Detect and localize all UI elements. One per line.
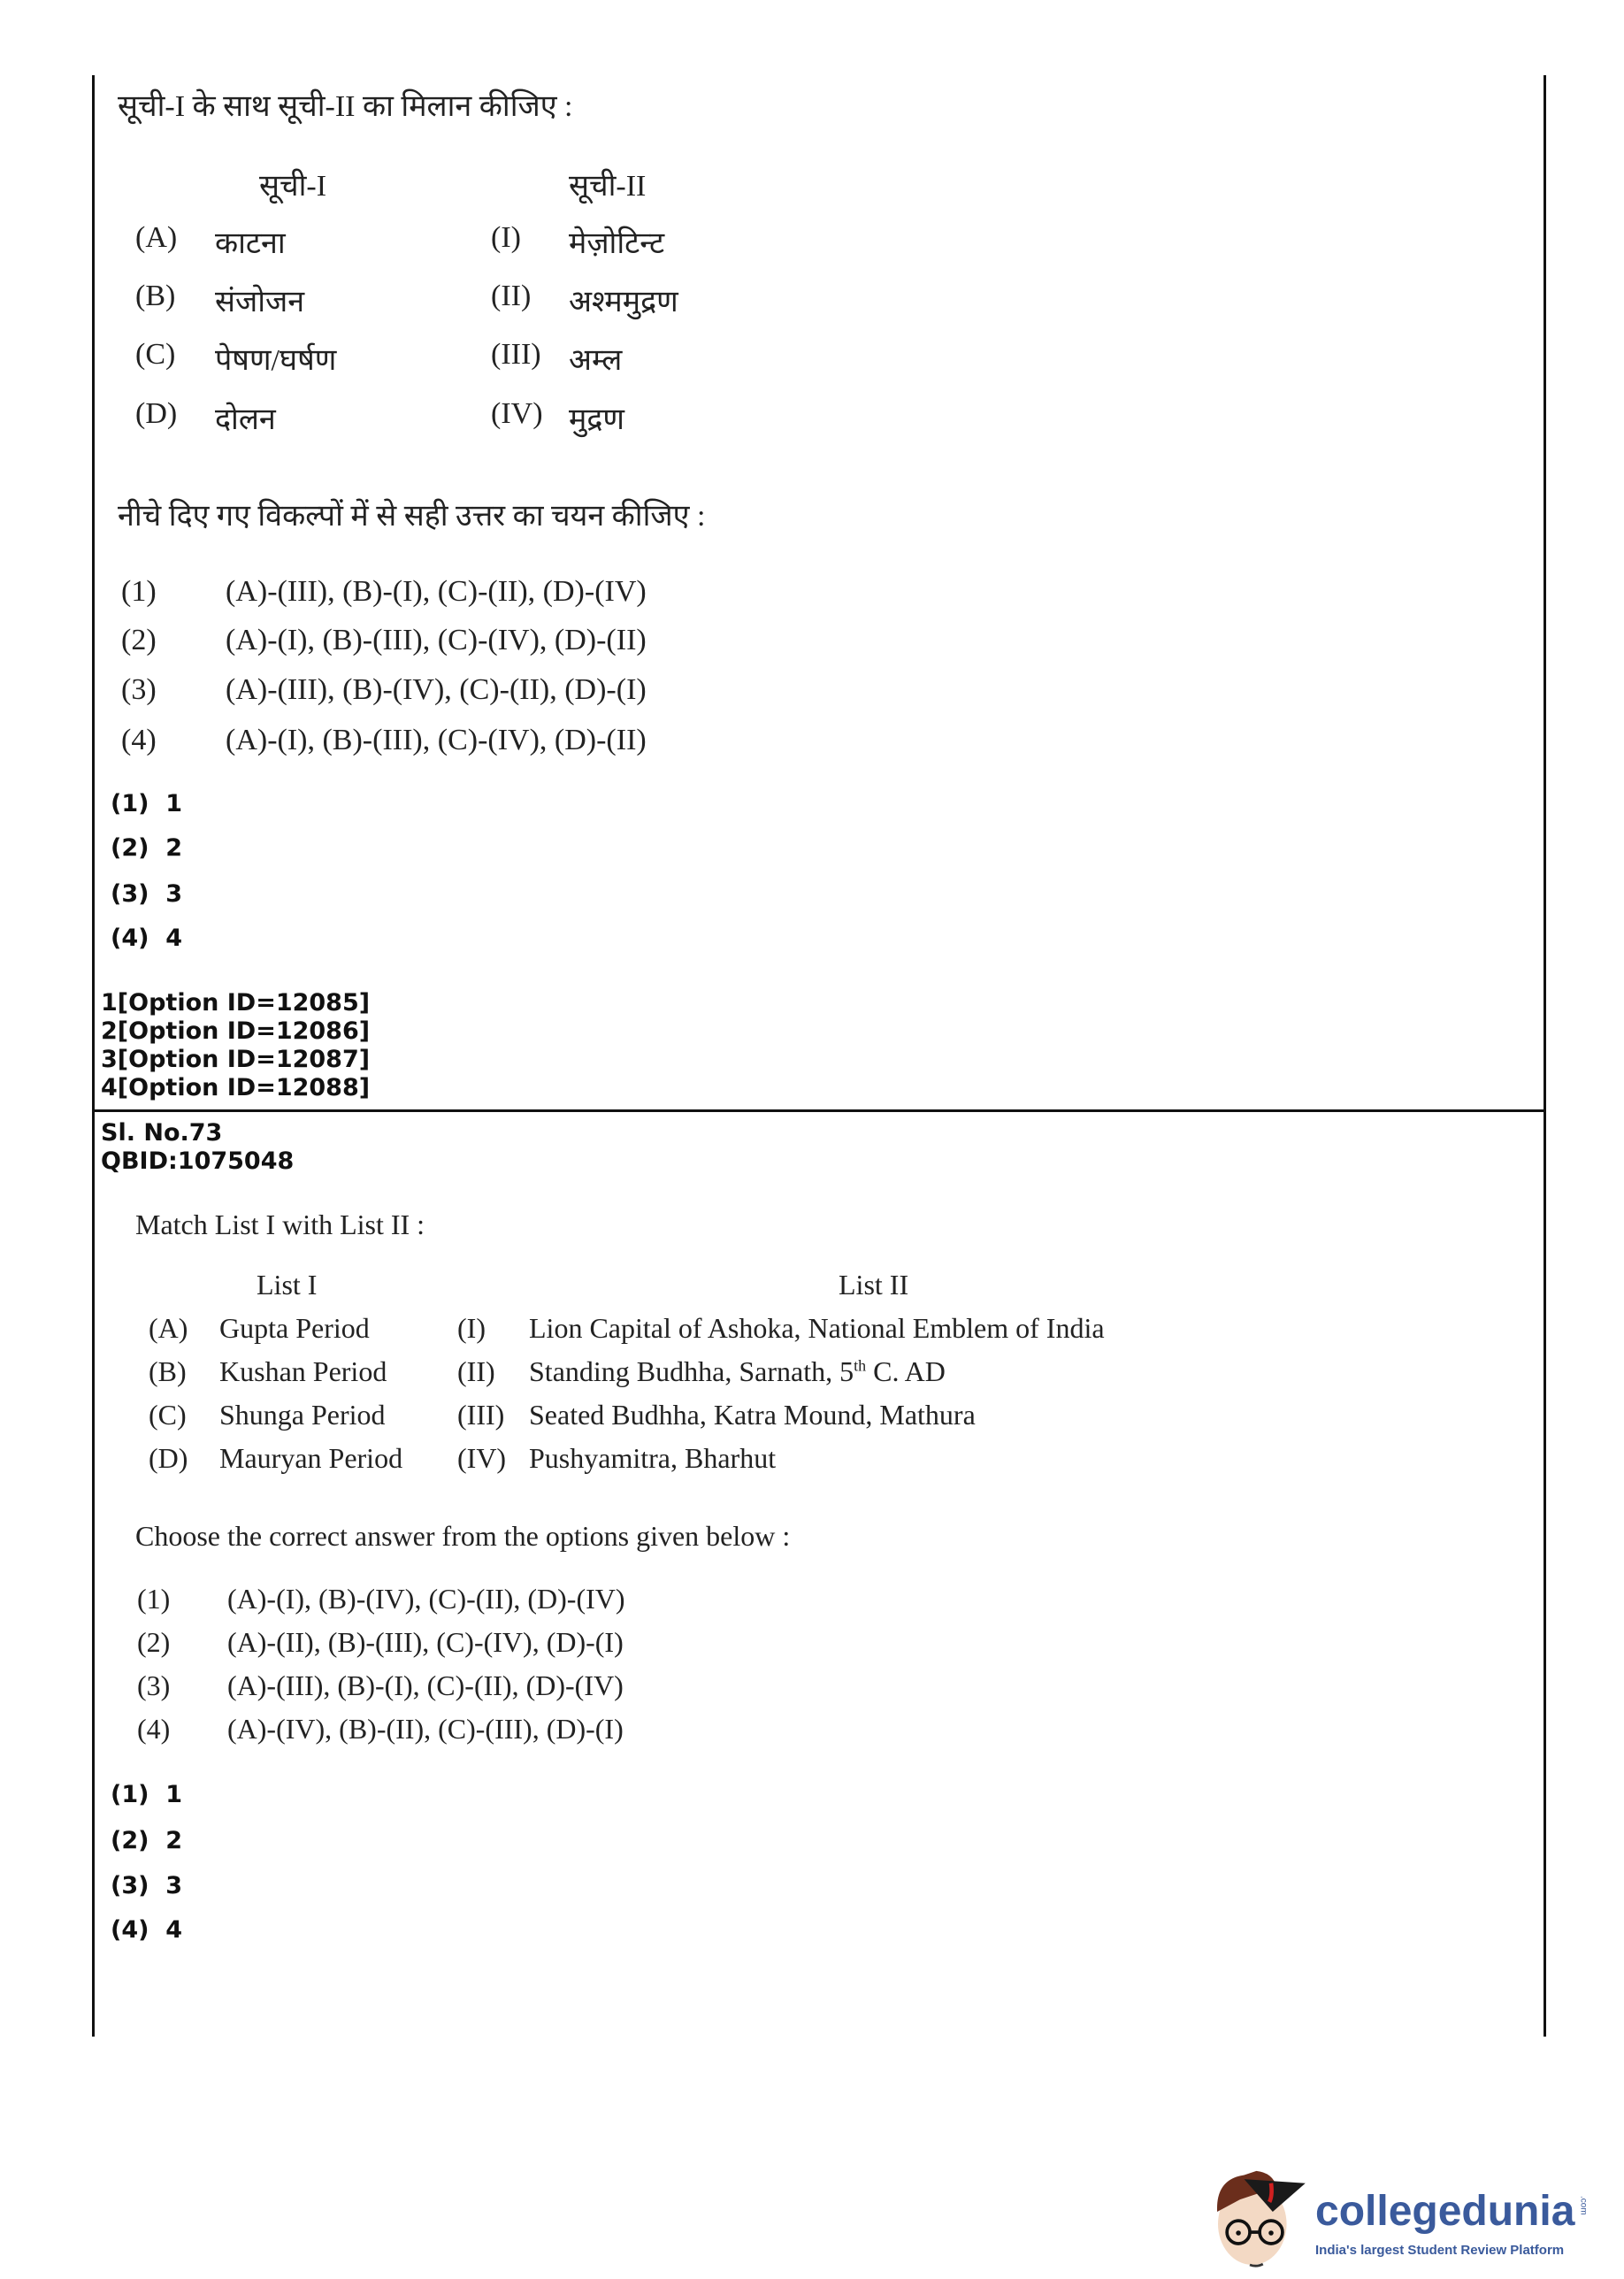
list2-item: Pushyamitra, Bharhut xyxy=(529,1442,777,1474)
mascot-icon xyxy=(1207,2150,1314,2274)
list2-text: C. AD xyxy=(866,1355,946,1387)
answer-num: (1) xyxy=(111,1781,149,1808)
q73-option-num: (3) xyxy=(137,1669,171,1701)
row-label: (D) xyxy=(149,1442,188,1474)
q72-instruction: सूची-I के साथ सूची-II का मिलान कीजिए : xyxy=(118,90,573,123)
q73-list1-header: List I xyxy=(257,1269,318,1301)
list1-item: Shunga Period xyxy=(219,1399,386,1431)
option-id-3: 3[Option ID=12087] xyxy=(101,1046,371,1073)
row-label: (B) xyxy=(149,1355,187,1387)
answer-choice-4[interactable] xyxy=(111,925,182,952)
q73-instruction: Match List I with List II : xyxy=(135,1209,425,1240)
brand-name: collegedunia xyxy=(1315,2188,1575,2235)
q72-option-num: (3) xyxy=(121,673,157,706)
answer-num: (4) xyxy=(111,925,149,952)
list2-item: Lion Capital of Ashoka, National Emblem of India xyxy=(529,1312,1105,1344)
list1-item: Kushan Period xyxy=(219,1355,387,1387)
brand-row xyxy=(1315,2187,1588,2237)
right-border xyxy=(1544,75,1546,2037)
q73-option-text: (A)-(III), (B)-(I), (C)-(II), (D)-(IV) xyxy=(227,1669,624,1701)
question-divider xyxy=(92,1109,1546,1112)
serial-number: Sl. No.73 xyxy=(101,1119,223,1147)
answer-value: 4 xyxy=(165,925,183,952)
answer-choice-4[interactable] xyxy=(111,1916,182,1944)
q73-option-text: (A)-(I), (B)-(IV), (C)-(II), (D)-(IV) xyxy=(227,1583,625,1615)
list1-item: काटना xyxy=(215,227,286,260)
row-label: (I) xyxy=(491,221,521,254)
answer-value: 1 xyxy=(165,1781,183,1808)
list2-item: मुद्रण xyxy=(569,403,624,436)
row-label: (I) xyxy=(457,1312,486,1344)
answer-choice-1[interactable] xyxy=(111,790,182,817)
q72-option-text: (A)-(III), (B)-(IV), (C)-(II), (D)-(I) xyxy=(226,673,647,706)
answer-num: (3) xyxy=(111,880,149,908)
row-label: (C) xyxy=(149,1399,187,1431)
list1-item: दोलन xyxy=(215,403,276,436)
list2-item: मेज़ोटिन्ट xyxy=(569,227,665,260)
brand-tagline: India's largest Student Review Platform xyxy=(1315,2243,1565,2258)
q72-option-text: (A)-(III), (B)-(I), (C)-(II), (D)-(IV) xyxy=(226,575,647,608)
row-label: (III) xyxy=(491,338,541,371)
answer-choice-3[interactable] xyxy=(111,1872,182,1899)
list1-item: संजोजन xyxy=(215,286,305,318)
row-label: (IV) xyxy=(491,397,543,430)
answer-value: 2 xyxy=(165,1827,183,1854)
answer-num: (2) xyxy=(111,834,149,862)
list2-item: अम्ल xyxy=(569,344,623,377)
q72-option-num: (4) xyxy=(121,724,157,756)
row-label: (C) xyxy=(135,338,176,371)
brand-suffix: .com xyxy=(1578,2196,1589,2215)
answer-value: 1 xyxy=(165,790,183,817)
row-label: (II) xyxy=(491,280,532,312)
answer-value: 3 xyxy=(165,1872,183,1899)
q72-option-num: (2) xyxy=(121,624,157,656)
q72-list1-header: सूची-I xyxy=(259,170,327,203)
option-id-4: 4[Option ID=12088] xyxy=(101,1074,371,1101)
answer-choice-3[interactable] xyxy=(111,880,182,908)
option-id-1: 1[Option ID=12085] xyxy=(101,989,371,1017)
answer-num: (2) xyxy=(111,1827,149,1854)
answer-choice-2[interactable] xyxy=(111,834,182,862)
answer-value: 4 xyxy=(165,1916,183,1944)
q73-option-text: (A)-(IV), (B)-(II), (C)-(III), (D)-(I) xyxy=(227,1713,624,1745)
q73-option-num: (1) xyxy=(137,1583,171,1615)
row-label: (A) xyxy=(149,1312,188,1344)
superscript: th xyxy=(854,1356,867,1375)
q72-option-text: (A)-(I), (B)-(III), (C)-(IV), (D)-(II) xyxy=(226,724,647,756)
answer-num: (3) xyxy=(111,1872,149,1899)
list1-item: पेषण/घर्षण xyxy=(215,344,337,377)
answer-value: 3 xyxy=(165,880,183,908)
q73-option-num: (2) xyxy=(137,1626,171,1658)
list1-item: Gupta Period xyxy=(219,1312,370,1344)
answer-num: (4) xyxy=(111,1916,149,1944)
answer-num: (1) xyxy=(111,790,149,817)
collegedunia-logo xyxy=(1207,2150,1619,2274)
row-label: (B) xyxy=(135,280,176,312)
brand-text-block xyxy=(1315,2187,1588,2260)
q72-option-num: (1) xyxy=(121,575,157,608)
option-id-2: 2[Option ID=12086] xyxy=(101,1017,371,1045)
q73-choose-text: Choose the correct answer from the options given below : xyxy=(135,1520,791,1552)
q72-list2-header: सूची-II xyxy=(569,170,647,203)
row-label: (II) xyxy=(457,1355,495,1387)
q73-list2-header: List II xyxy=(839,1269,909,1301)
row-label: (D) xyxy=(135,397,178,430)
row-label: (A) xyxy=(135,221,178,254)
row-label: (III) xyxy=(457,1399,505,1431)
q72-option-text: (A)-(I), (B)-(III), (C)-(IV), (D)-(II) xyxy=(226,624,647,656)
answer-choice-1[interactable] xyxy=(111,1781,182,1808)
answer-choice-2[interactable] xyxy=(111,1827,182,1854)
list2-item: Seated Budhha, Katra Mound, Mathura xyxy=(529,1399,976,1431)
row-label: (IV) xyxy=(457,1442,507,1474)
qbid: QBID:1075048 xyxy=(101,1147,295,1175)
q72-choose-text: नीचे दिए गए विकल्पों में से सही उत्तर का चयन कीजिए : xyxy=(118,500,706,533)
list2-text: Standing Budhha, Sarnath, 5 xyxy=(529,1355,854,1387)
answer-value: 2 xyxy=(165,834,183,862)
q73-option-text: (A)-(II), (B)-(III), (C)-(IV), (D)-(I) xyxy=(227,1626,624,1658)
q73-option-num: (4) xyxy=(137,1713,171,1745)
list2-item: अश्ममुद्रण xyxy=(569,286,678,318)
left-border xyxy=(92,75,95,2037)
list1-item: Mauryan Period xyxy=(219,1442,403,1474)
list2-item xyxy=(529,1355,946,1388)
